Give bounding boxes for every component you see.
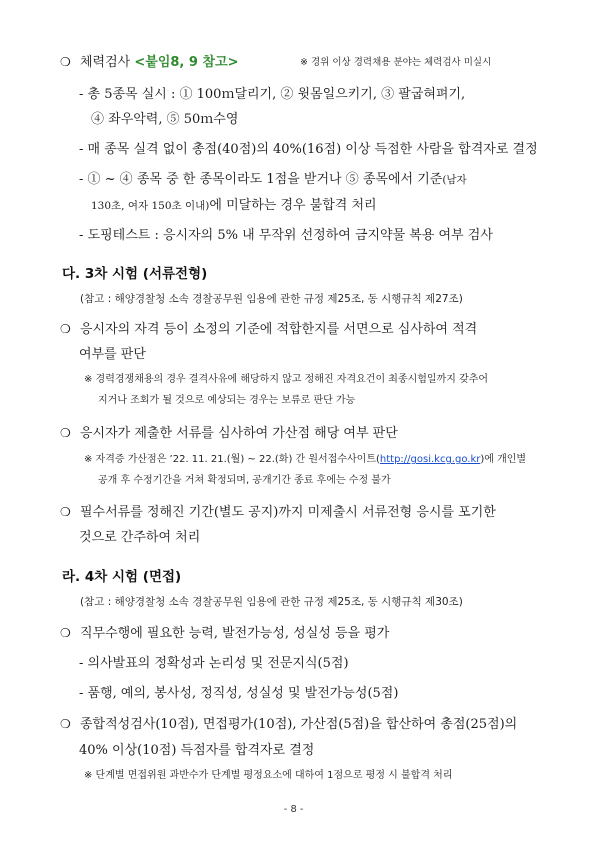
section-title-4th-exam: 라. 4차 시험 (면접) — [62, 569, 182, 585]
fitness-item-1: - 총 5종목 실시 : ① 100ｍ달리기, ② 윗몸일으키기, ③ 팔굽혀펴기, — [79, 87, 466, 102]
fitness-item-3-times: 130초, 여자 150초 이내) — [91, 200, 210, 212]
fitness-side-note: ※ 경위 이상 경력채용 분야는 체력검사 미실시 — [300, 57, 492, 68]
dash-4th-2: - 품행, 예의, 봉사성, 정직성, 성실성 및 발전가능성(5점) — [79, 686, 399, 701]
gosi-site-link[interactable]: http://gosi.kcg.go.kr — [379, 454, 481, 465]
bullet-4th-2 — [60, 718, 517, 731]
bullet-3rd-3-cont: 것으로 간주하여 처리 — [79, 530, 201, 545]
bullet-fitness-test — [60, 56, 238, 69]
note-3rd-1-cont: 지거나 조회가 될 것으로 예상되는 경우는 보류로 판단 가능 — [98, 395, 356, 406]
bullet-3rd-1-cont: 여부를 판단 — [79, 347, 146, 362]
bullet-icon: ❍ — [60, 322, 71, 336]
bullet-3rd-3-text: 필수서류를 정해진 기간(별도 공지)까지 미제출시 서류전형 응시를 포기한 — [80, 505, 496, 520]
bullet-icon: ❍ — [60, 55, 71, 69]
fitness-item-4: - 도핑테스트 : 응시자의 5% 내 무작위 선정하여 금지약물 복용 여부 검사 — [79, 228, 493, 243]
bullet-3rd-2-text: 응시자가 제출한 서류를 심사하여 가산점 해당 여부 판단 — [80, 426, 398, 441]
section-title-3rd-exam: 다. 3차 시험 (서류전형) — [62, 266, 208, 282]
bullet-4th-2-cont: 40% 이상(10점) 득점자를 합격자로 결정 — [79, 743, 315, 758]
note-3rd-2 — [84, 455, 526, 465]
note-3rd-1: ※ 경력경쟁채용의 경우 결격사유에 해당하지 않고 정해진 자격요건이 최종시험일까지 갖추어 — [84, 374, 489, 385]
note-3rd-2-cont: 공개 후 수정기간을 거쳐 확정되며, 공개기간 종료 후에는 수정 불가 — [98, 475, 391, 486]
bullet-icon: ❍ — [60, 626, 71, 640]
fitness-item-3-text: - ① ~ ④ 종목 중 한 종목이라도 1점을 받거나 ⑤ 종목에서 기준 — [79, 172, 443, 187]
bullet-4th-1 — [60, 627, 389, 640]
section-3rd-ref: (참고 : 해양경찰청 소속 경찰공무원 임용에 관한 규정 제25조, 동 시행규칙 제27조) — [80, 293, 463, 305]
bullet-4th-1-text: 직무수행에 필요한 능력, 발전가능성, 성실성 등을 평가 — [80, 626, 390, 641]
bullet-3rd-3 — [60, 506, 496, 519]
bullet-3rd-1 — [60, 323, 477, 336]
fitness-item-3-tail: 에 미달하는 경우 불합격 처리 — [209, 198, 377, 213]
page-number: - 8 - — [283, 804, 304, 815]
bullet-icon: ❍ — [60, 426, 71, 440]
bullet-3rd-2 — [60, 427, 398, 440]
fitness-ref: <붙임8, 9 참고> — [134, 55, 239, 70]
fitness-label: 체력검사 — [80, 55, 135, 70]
section-4th-ref: (참고 : 해양경찰청 소속 경찰공무원 임용에 관한 규정 제25조, 동 시행규칙 제30조) — [80, 596, 463, 608]
note-3rd-2-pre: ※ 자격증 가산점은 ’22. 11. 21.(월) ~ 22.(화) 간 원서접수사이트( — [84, 454, 380, 465]
bullet-4th-2-text: 종합적성검사(10점), 면접평가(10점), 가산점(5점)을 합산하여 총점(25점)의 — [80, 717, 518, 732]
bullet-3rd-1-text: 응시자의 자격 등이 소정의 기준에 적합한지를 서면으로 심사하여 적격 — [80, 322, 478, 337]
note-4th-1: ※ 단계별 면접위원 과반수가 단계별 평정요소에 대하여 1점으로 평정 시 불합격 처리 — [84, 770, 453, 781]
note-3rd-2-post: )에 개인별 — [480, 454, 527, 465]
fitness-item-3-paren: (남자 — [442, 174, 467, 186]
bullet-icon: ❍ — [60, 717, 71, 731]
fitness-item-2: - 매 종목 실격 없이 총점(40점)의 40%(16점) 이상 득점한 사람을 합격자로 결정 — [79, 142, 538, 157]
dash-4th-1: - 의사발표의 정확성과 논리성 및 전문지식(5점) — [79, 656, 349, 671]
fitness-item-1-cont: ④ 좌우악력, ⑤ 50ｍ수영 — [91, 112, 239, 127]
fitness-item-3 — [79, 173, 467, 186]
fitness-item-3-cont — [91, 199, 377, 212]
bullet-icon: ❍ — [60, 505, 71, 519]
